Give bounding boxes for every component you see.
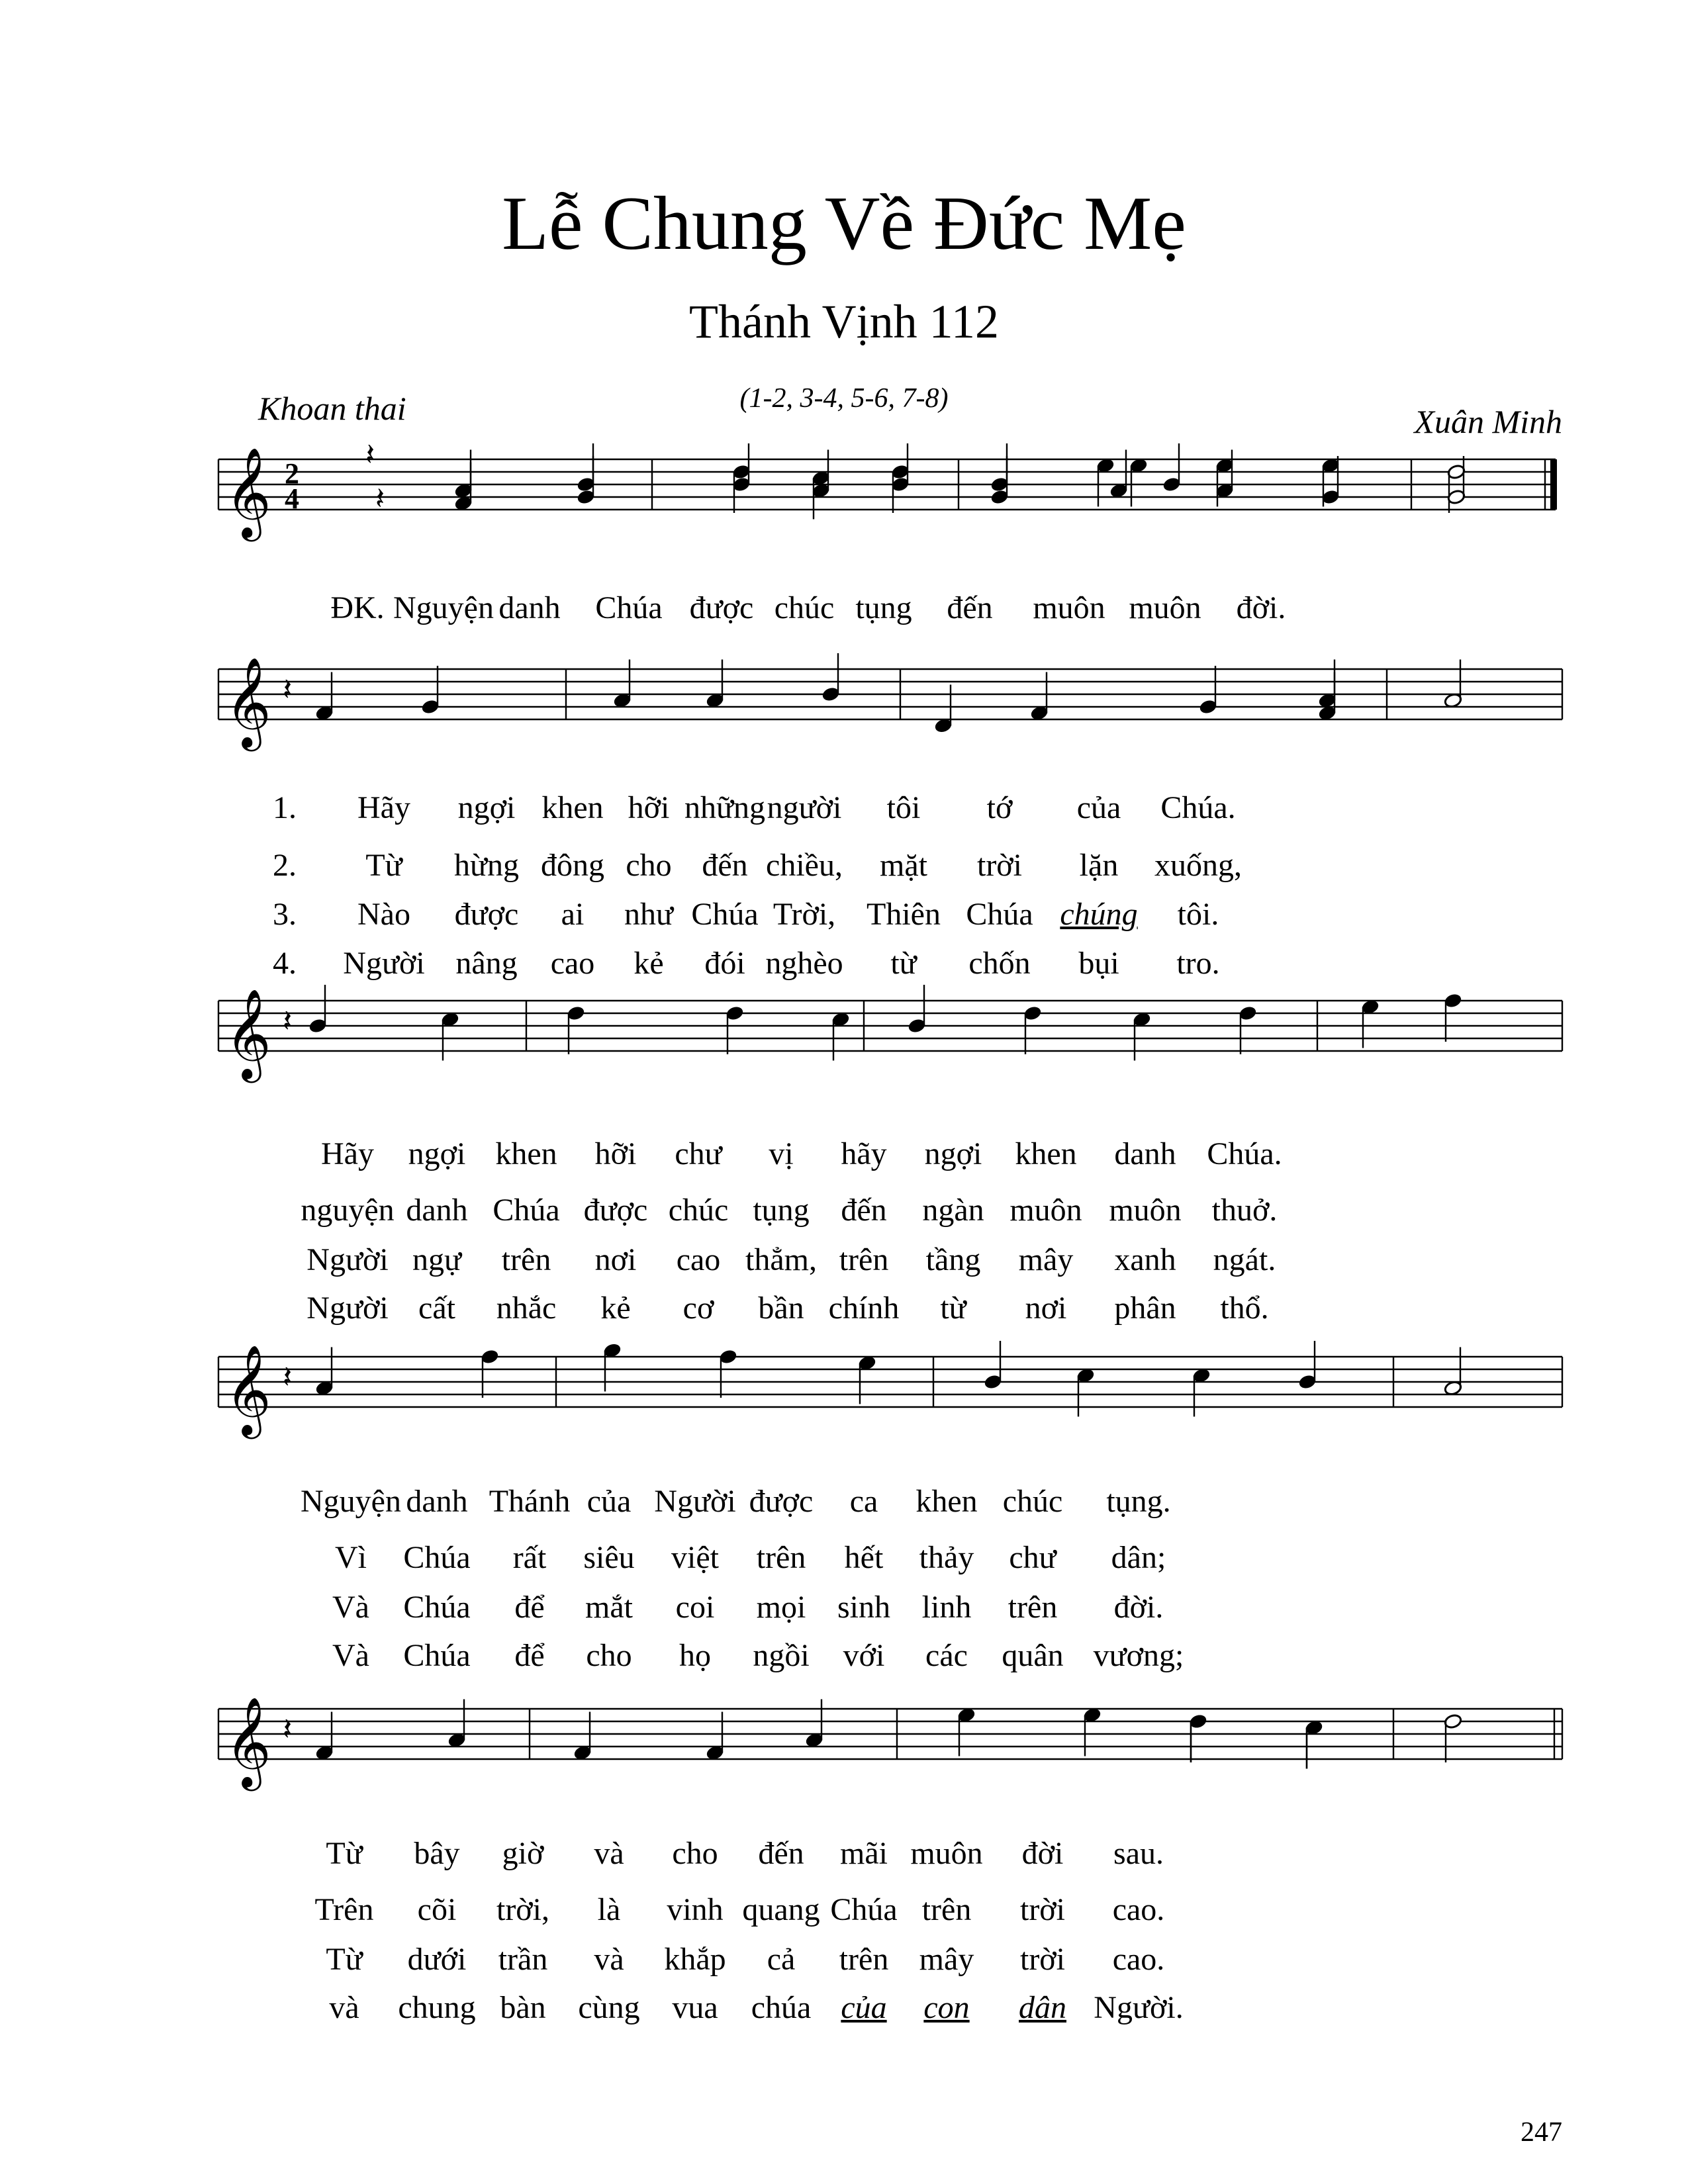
lyric-syllable: đời.: [1236, 590, 1286, 625]
lyric-syllable: xuống,: [1154, 848, 1242, 883]
lyric-syllable: những: [684, 790, 766, 825]
final-barline-thick: [1550, 459, 1557, 510]
lyric-syllable: của: [1076, 790, 1121, 825]
lyric-syllable: Người: [306, 1242, 389, 1277]
lyric-syllable: mây: [1018, 1242, 1074, 1277]
quarter-rest-icon: 𝄽: [283, 671, 293, 707]
lyric-syllable: đông: [541, 848, 604, 883]
lyric-syllable: Người: [306, 1291, 389, 1326]
lyric-syllable: Chúa.: [1160, 790, 1236, 825]
lyric-syllable: tôi.: [1177, 897, 1219, 932]
staff-system-2: [0, 629, 1688, 762]
lyric-syllable: vinh: [667, 1892, 724, 1927]
lyric-syllable: là: [597, 1892, 621, 1927]
lyric-syllable: trên: [921, 1892, 972, 1927]
lyric-syllable: ngợi: [408, 1136, 466, 1171]
lyric-syllable: hỡi: [594, 1136, 637, 1171]
lyric-syllable: quân: [1002, 1638, 1064, 1673]
lyric-syllable: mắt: [585, 1590, 633, 1625]
lyric-syllable: mãi: [840, 1836, 888, 1871]
lyric-syllable: Người: [654, 1484, 736, 1519]
lyric-syllable: ngồi: [753, 1638, 810, 1673]
lyric-syllable: chúa: [751, 1990, 812, 2025]
lyric-syllable: trời,: [496, 1892, 550, 1927]
lyric-syllable: Và: [332, 1590, 369, 1625]
lyric-syllable: nơi: [594, 1242, 637, 1277]
lyric-syllable: nghèo: [765, 946, 843, 981]
lyric-syllable: để: [514, 1590, 545, 1625]
lyric-syllable: chốn: [968, 946, 1031, 981]
lyric-syllable: với: [843, 1638, 885, 1673]
lyric-syllable: danh: [406, 1484, 468, 1519]
lyric-syllable: Hãy: [357, 790, 410, 825]
lyric-syllable: ngợi: [457, 790, 516, 825]
lyric-syllable: tụng: [753, 1193, 810, 1228]
lyric-syllable: mặt: [880, 848, 927, 883]
lyric-syllable: trên: [1008, 1590, 1058, 1625]
lyric-syllable: Nào: [357, 897, 410, 932]
lyric-syllable: Chúa: [595, 590, 663, 625]
lyric-syllable: hãy: [841, 1136, 887, 1171]
lyric-syllable: hừng: [453, 848, 520, 883]
lyric-syllable: dân;: [1111, 1540, 1166, 1575]
lyric-syllable: cho: [672, 1836, 718, 1871]
lyric-syllable: trần: [498, 1942, 548, 1977]
lyric-syllable: cao.: [1112, 1942, 1165, 1977]
lyric-syllable: cao: [550, 946, 595, 981]
staff-system-1: [0, 420, 1688, 552]
lyric-syllable: rất: [512, 1540, 547, 1575]
lyric-syllable: người: [767, 790, 842, 825]
lyric-syllable: việt: [671, 1540, 719, 1575]
lyric-syllable: tro.: [1176, 946, 1220, 981]
lyric-syllable: Nguyện: [301, 1484, 401, 1519]
lyric-syllable: muôn: [1129, 590, 1201, 625]
lyric-syllable: ngự: [412, 1242, 462, 1277]
lyric-syllable: Người.: [1094, 1990, 1184, 2025]
lyric-syllable: cho: [586, 1638, 632, 1673]
lyric-syllable: trời: [976, 848, 1023, 883]
staff-system-5: [0, 1669, 1688, 1801]
lyric-syllable: Từ: [326, 1942, 363, 1977]
lyric-syllable: đói: [704, 946, 745, 981]
lyric-syllable: nguyện: [301, 1193, 395, 1228]
lyric-syllable: để: [514, 1638, 545, 1673]
lyric-syllable: bụi: [1078, 946, 1119, 981]
lyric-syllable: 1.: [273, 790, 297, 825]
lyric-syllable: chúc: [774, 590, 835, 625]
lyric-syllable: Chúa: [403, 1590, 471, 1625]
lyric-syllable: dân: [1019, 1990, 1066, 2025]
lyric-syllable: cõi: [417, 1892, 457, 1927]
treble-clef-icon: 𝄞: [225, 446, 271, 537]
lyric-syllable: ngát.: [1213, 1242, 1276, 1277]
lyric-syllable: vị: [769, 1136, 794, 1171]
quarter-rest-icon: 𝄽: [365, 436, 375, 473]
treble-clef-icon: 𝄞: [225, 987, 271, 1079]
lyric-syllable: đến: [947, 590, 993, 625]
lyric-syllable: thổ.: [1220, 1291, 1269, 1326]
lyric-syllable: Vì: [335, 1540, 367, 1575]
lyric-syllable: chung: [398, 1990, 476, 2025]
lyric-syllable: và: [594, 1836, 624, 1871]
lyric-syllable: Chúa: [966, 897, 1033, 932]
lyric-syllable: vua: [672, 1990, 718, 2025]
lyric-syllable: ngợi: [924, 1136, 982, 1171]
verse-numbers-note: (1-2, 3-4, 5-6, 7-8): [739, 383, 949, 414]
treble-clef-icon: 𝄞: [225, 656, 271, 747]
lyric-syllable: như: [624, 897, 674, 932]
lyric-syllable: Chúa.: [1207, 1136, 1282, 1171]
lyric-syllable: mọi: [756, 1590, 806, 1625]
song-subtitle: Thánh Vịnh 112: [689, 295, 999, 348]
lyric-syllable: chúng: [1060, 897, 1138, 932]
lyric-syllable: phân: [1114, 1291, 1176, 1326]
composer-name: Xuân Minh: [1414, 403, 1562, 440]
quarter-rest-icon: 𝄽: [283, 1359, 293, 1395]
quarter-rest-icon: 𝄽: [283, 1003, 293, 1039]
lyric-syllable: danh: [406, 1193, 468, 1228]
lyric-syllable: chư: [1009, 1540, 1056, 1575]
lyric-syllable: từ: [890, 946, 917, 981]
lyric-syllable: khen: [541, 790, 604, 825]
lyric-syllable: danh: [498, 590, 561, 625]
lyric-syllable: được: [583, 1193, 648, 1228]
lyric-syllable: cả: [767, 1942, 796, 1977]
lyric-syllable: danh: [1114, 1136, 1176, 1171]
lyric-syllable: nơi: [1025, 1291, 1067, 1326]
lyric-syllable: muôn: [1109, 1193, 1182, 1228]
lyric-syllable: khen: [1015, 1136, 1077, 1171]
tempo-marking: Khoan thai: [258, 390, 406, 427]
lyric-syllable: và: [594, 1942, 624, 1977]
lyric-syllable: Từ: [326, 1836, 363, 1871]
lyric-syllable: linh: [921, 1590, 972, 1625]
lyric-syllable: hết: [844, 1540, 884, 1575]
lyric-syllable: kẻ: [633, 946, 664, 981]
lyric-syllable: con: [923, 1990, 970, 2025]
lyric-syllable: Từ: [365, 848, 402, 883]
staff-system-4: [0, 1317, 1688, 1449]
lyric-syllable: muôn: [1033, 590, 1105, 625]
lyric-syllable: Và: [332, 1638, 369, 1673]
quarter-rest-icon: 𝄽: [375, 480, 385, 516]
lyric-syllable: ngàn: [922, 1193, 984, 1228]
lyric-syllable: bàn: [500, 1990, 546, 2025]
lyric-syllable: siêu: [583, 1540, 635, 1575]
lyric-syllable: khắp: [664, 1942, 726, 1977]
lyric-syllable: tụng: [855, 590, 912, 625]
lyric-syllable: của: [841, 1990, 887, 2025]
lyric-syllable: chiều,: [766, 848, 843, 883]
lyric-syllable: cho: [626, 848, 672, 883]
lyric-syllable: của: [586, 1484, 632, 1519]
lyric-syllable: ĐK.: [330, 590, 385, 625]
lyric-syllable: cao.: [1112, 1892, 1165, 1927]
lyric-syllable: đời.: [1113, 1590, 1164, 1625]
lyric-syllable: trời: [1019, 1942, 1066, 1977]
lyric-syllable: trời: [1019, 1892, 1066, 1927]
treble-clef-icon: 𝄞: [225, 1343, 271, 1435]
lyric-syllable: cất: [418, 1291, 455, 1326]
lyric-syllable: Nguyện: [393, 590, 494, 625]
lyric-syllable: nâng: [455, 946, 518, 981]
lyric-syllable: Người: [343, 946, 425, 981]
lyric-syllable: bần: [758, 1291, 804, 1326]
lyric-syllable: khen: [495, 1136, 557, 1171]
lyric-syllable: Chúa: [691, 897, 759, 932]
lyric-syllable: muôn: [1009, 1193, 1082, 1228]
lyric-syllable: tôi: [886, 790, 921, 825]
lyric-syllable: hỡi: [628, 790, 670, 825]
lyric-syllable: thảy: [919, 1540, 974, 1575]
lyric-syllable: bây: [414, 1836, 460, 1871]
lyric-syllable: muôn: [910, 1836, 983, 1871]
lyric-syllable: cơ: [682, 1291, 714, 1326]
lyric-syllable: chúc: [668, 1193, 729, 1228]
lyric-syllable: sau.: [1113, 1836, 1164, 1871]
lyric-syllable: ai: [561, 897, 585, 932]
lyric-syllable: họ: [679, 1638, 711, 1673]
lyric-syllable: cùng: [578, 1990, 640, 2025]
lyric-syllable: 3.: [273, 897, 297, 932]
lyric-syllable: chư: [675, 1136, 722, 1171]
quarter-rest-icon: 𝄽: [283, 1711, 293, 1747]
lyric-syllable: đến: [702, 848, 748, 883]
lyric-syllable: được: [689, 590, 754, 625]
lyric-syllable: vương;: [1093, 1638, 1184, 1673]
lyric-syllable: thuở.: [1211, 1193, 1278, 1228]
staff-system-3: [0, 961, 1688, 1093]
lyric-syllable: trên: [839, 1942, 889, 1977]
song-title: Lễ Chung Về Đức Mẹ: [502, 181, 1186, 266]
lyric-syllable: lặn: [1079, 848, 1119, 883]
lyric-syllable: Chúa: [403, 1540, 471, 1575]
lyric-syllable: trên: [756, 1540, 806, 1575]
lyric-syllable: 2.: [273, 848, 297, 883]
lyric-syllable: chính: [828, 1291, 900, 1326]
lyric-syllable: nhắc: [496, 1291, 557, 1326]
time-signature-top: 2: [285, 457, 299, 490]
lyric-syllable: Trời,: [773, 897, 836, 932]
page-number: 247: [1521, 2117, 1562, 2148]
lyric-syllable: Chúa: [492, 1193, 560, 1228]
lyric-syllable: chúc: [1002, 1484, 1063, 1519]
lyric-syllable: Thiên: [867, 897, 941, 932]
treble-clef-icon: 𝄞: [225, 1696, 271, 1787]
lyric-syllable: coi: [675, 1590, 715, 1625]
lyric-syllable: trên: [839, 1242, 889, 1277]
lyric-syllable: Trên: [314, 1892, 374, 1927]
lyric-syllable: 4.: [273, 946, 297, 981]
lyric-syllable: thẳm,: [745, 1242, 817, 1277]
lyric-syllable: mây: [919, 1942, 974, 1977]
lyric-syllable: kẻ: [600, 1291, 631, 1326]
lyric-syllable: sinh: [837, 1590, 891, 1625]
lyric-syllable: các: [925, 1638, 968, 1673]
lyric-syllable: trên: [501, 1242, 551, 1277]
lyric-syllable: quang: [742, 1892, 820, 1927]
lyric-syllable: đến: [841, 1193, 887, 1228]
lyric-syllable: xanh: [1114, 1242, 1176, 1277]
lyric-syllable: tụng.: [1106, 1484, 1171, 1519]
lyric-syllable: ca: [849, 1484, 878, 1519]
lyric-syllable: Hãy: [321, 1136, 374, 1171]
lyric-syllable: tầng: [925, 1242, 981, 1277]
lyric-syllable: Thánh: [489, 1484, 571, 1519]
lyric-syllable: giờ: [502, 1836, 544, 1871]
lyric-syllable: khen: [915, 1484, 978, 1519]
lyric-syllable: Chúa: [830, 1892, 898, 1927]
lyric-syllable: từ: [940, 1291, 966, 1326]
lyric-syllable: được: [454, 897, 519, 932]
lyric-syllable: đến: [758, 1836, 804, 1871]
lyric-syllable: đời: [1021, 1836, 1064, 1871]
lyric-syllable: được: [749, 1484, 814, 1519]
lyric-syllable: cao: [676, 1242, 721, 1277]
lyric-syllable: và: [329, 1990, 359, 2025]
time-signature-bottom: 4: [285, 482, 299, 515]
lyric-syllable: tớ: [986, 790, 1013, 825]
lyric-syllable: dưới: [407, 1942, 467, 1977]
lyric-syllable: Chúa: [403, 1638, 471, 1673]
